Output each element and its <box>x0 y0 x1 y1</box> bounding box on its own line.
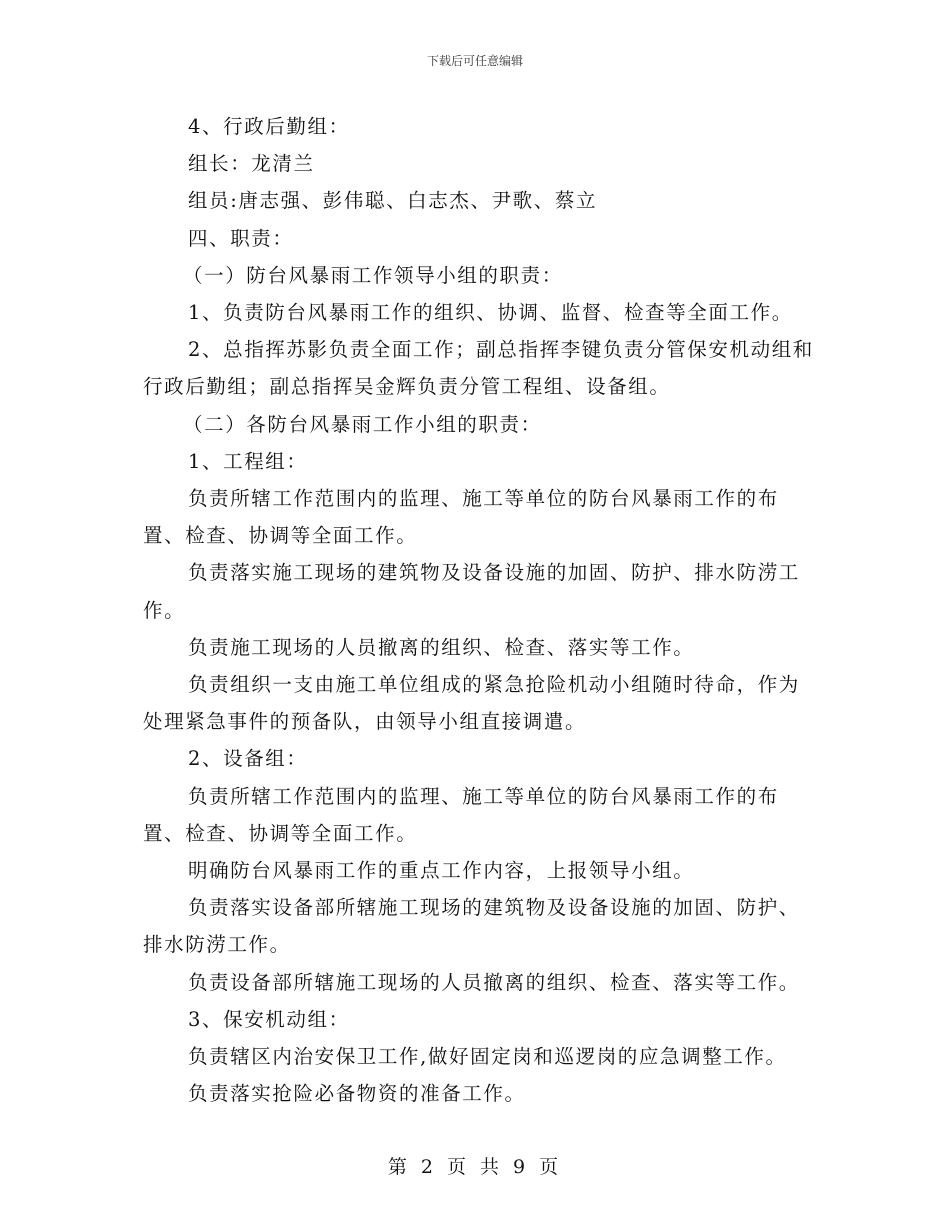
paragraph: 2、总指挥苏影负责全面工作；副总指挥李键负责分管保安机动组和行政后勤组；副总指挥吴金辉负责分管工程组、设备组。 <box>143 338 814 399</box>
document-body <box>143 108 815 1112</box>
paragraph: 3、保安机动组： <box>188 1007 350 1031</box>
paragraph: 负责落实施工现场的建筑物及设备设施的加固、防护、排水防涝工作。 <box>143 561 800 622</box>
paragraph: 负责辖区内治安保卫工作,做好固定岗和巡逻岗的应急调整工作。 <box>188 1045 787 1069</box>
paragraph: 明确防台风暴雨工作的重点工作内容，上报领导小组。 <box>188 859 695 883</box>
paragraph: 组长：龙清兰 <box>188 152 315 176</box>
paragraph: 组员:唐志强、彭伟聪、白志杰、尹歌、蔡立 <box>188 189 598 213</box>
paragraph: 1、负责防台风暴雨工作的组织、协调、监督、检查等全面工作。 <box>188 301 793 325</box>
paragraph: 负责所辖工作范围内的监理、施工等单位的防台风暴雨工作的布置、检查、协调等全面工作。 <box>143 784 779 845</box>
paragraph: 负责落实抢险必备物资的准备工作。 <box>188 1082 526 1106</box>
paragraph: 1、工程组： <box>188 449 308 473</box>
paragraph: 2、设备组： <box>188 747 308 771</box>
paragraph: 负责施工现场的人员撤离的组织、检查、落实等工作。 <box>188 635 695 659</box>
paragraph: 负责设备部所辖施工现场的人员撤离的组织、检查、落实等工作。 <box>188 970 800 994</box>
paragraph: 负责所辖工作范围内的监理、施工等单位的防台风暴雨工作的布置、检查、协调等全面工作。 <box>143 487 779 548</box>
section-heading: 四、职责： <box>188 226 294 250</box>
page-number: 第 2 页 共 9 页 <box>387 1156 563 1178</box>
subsection-heading: （二）各防台风暴雨工作小组的职责： <box>183 412 542 436</box>
paragraph: 4、行政后勤组： <box>188 115 350 138</box>
subsection-heading: （一）防台风暴雨工作领导小组的职责： <box>183 263 563 287</box>
paragraph: 负责组织一支由施工单位组成的紧急抢险机动小组随时待命，作为处理紧急事件的预备队，由领导小组直接调遣。 <box>143 673 800 734</box>
paragraph: 负责落实设备部所辖施工现场的建筑物及设备设施的加固、防护、排水防涝工作。 <box>143 896 800 957</box>
page-header-note: 下载后可任意编辑 <box>426 54 523 68</box>
